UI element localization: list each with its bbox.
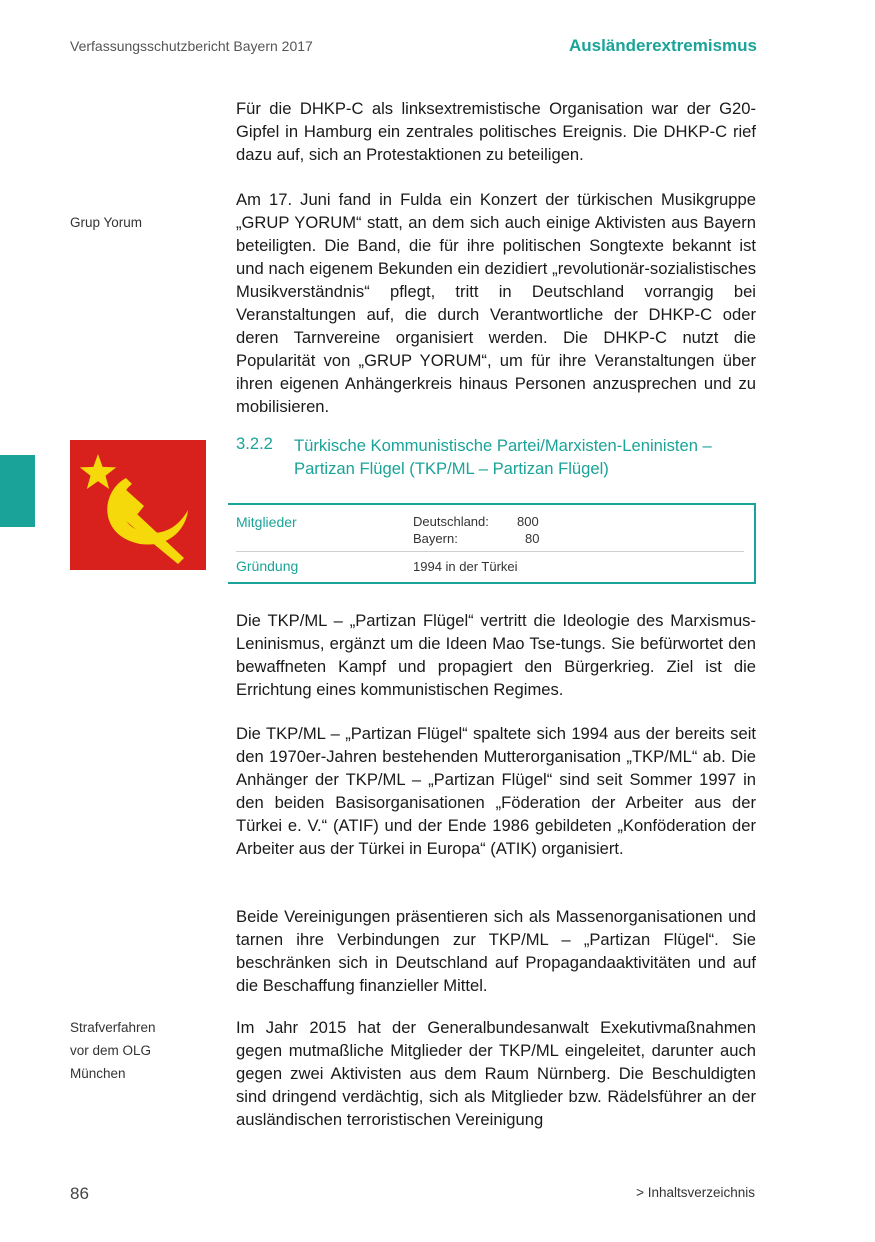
info-box-divider [236, 551, 744, 552]
bavaria-value: 80 [525, 531, 540, 546]
page-number: 86 [70, 1184, 89, 1203]
toc-link[interactable]: > Inhaltsverzeichnis [636, 1185, 755, 1200]
chapter-side-tab [0, 455, 35, 527]
members-label: Mitglieder [236, 514, 297, 530]
paragraph-mass-organisations: Beide Vereinigungen präsentieren sich als Massenorganisationen und tarnen ihre Verbindungen zur TKP/ML – „Partizan Flügel“. Sie beschränken sich in Deutschland auf Propagandaaktivitäten und auf die Beschaffung finanzieller Mittel. [236, 907, 756, 995]
paragraph-ideology: Die TKP/ML – „Partizan Flügel“ vertritt die Ideologie des Marxismus-Leninismus, ergänzt um die Ideen Mao Tse-tungs. Sie befürwortet den bewaffneten Kampf und propagiert den Bürgerkrieg. Ziel ist die Errichtung eines kommunistischen Regimes. [236, 611, 756, 699]
paragraph-criminal-proceedings: Im Jahr 2015 hat der Generalbundesanwalt Exekutivmaßnahmen gegen mutmaßliche Mitglieder der TKP/ML eingeleitet, darunter auch gegen zwei Aktivisten aus dem Raum Nürnberg. Die Beschuldigten sind dringend verdächtig, sich als Mitglieder bzw. Rädelsführer an der ausländischen terroristischen Vereinigung [236, 1018, 756, 1129]
running-header: Verfassungsschutzbericht Bayern 2017 [70, 38, 313, 54]
founded-label: Gründung [236, 558, 299, 574]
hammer-sickle-star-icon [70, 440, 206, 570]
germany-label: Deutschland: [413, 514, 489, 529]
paragraph-split: Die TKP/ML – „Partizan Flügel“ spaltete sich 1994 aus der bereits seit den 1970er-Jahren bestehenden Mutterorganisation „TKP/ML“ ab. Die Anhänger der TKP/ML – „Partizan Flügel“ sind seit Sommer 1997 in den beiden Basisorganisationen „Föderation der Arbeiter aus der Türkei e. V.“ (ATIF) und der Ende 1986 gebildeten „Konföderation der Arbeiter aus der Türkei in Europa“ (ATIK) organisiert. [236, 724, 756, 858]
margin-note-olg-line3: München [70, 1066, 126, 1081]
margin-note-olg [70, 1016, 156, 1085]
germany-value: 800 [517, 514, 539, 529]
bavaria-label: Bayern: [413, 531, 458, 546]
chapter-title: Ausländerextremismus [568, 36, 757, 55]
paragraph-grup-yorum: Am 17. Juni fand in Fulda ein Konzert der türkischen Musikgruppe „GRUP YORUM“ statt, an dem sich auch einige Aktivisten aus Bayern beteiligten. Die Band, die für ihre politischen Songtexte bekannt ist und nach eigenem Bekunden ein dezidiert „revolutionär-sozialistisches Musikverständnis“ pflegt, tritt in Deutschland vorrangig bei Veranstaltungen auf, die durch Verantwortliche der DHKP-C oder deren Tarnvereine organisiert werden. Die DHKP-C nutzt die Popularität von „GRUP YORUM“, um für ihre Veranstaltungen über ihren eigenen Anhängerkreis hinaus Personen anzusprechen und zu mobilisieren. [236, 190, 756, 416]
info-box [228, 503, 756, 584]
margin-note-olg-line1: Strafverfahren [70, 1020, 156, 1035]
margin-note-grup-yorum: Grup Yorum [70, 215, 143, 230]
founded-value: 1994 in der Türkei [413, 559, 518, 574]
flag-image [70, 440, 206, 570]
margin-note-olg-line2: vor dem OLG [70, 1043, 152, 1058]
section-number: 3.2.2 [236, 434, 273, 453]
paragraph-dhkpc-g20: Für die DHKP-C als linksextremistische Organisation war der G20-Gipfel in Hamburg ein zentrales politisches Ereignis. Die DHKP-C rief dazu auf, sich an Protestaktionen zu beteiligen. [236, 99, 756, 164]
section-title: Türkische Kommunistische Partei/Marxisten-Leninisten – Partizan Flügel (TKP/ML – Partizan Flügel) [294, 436, 712, 478]
